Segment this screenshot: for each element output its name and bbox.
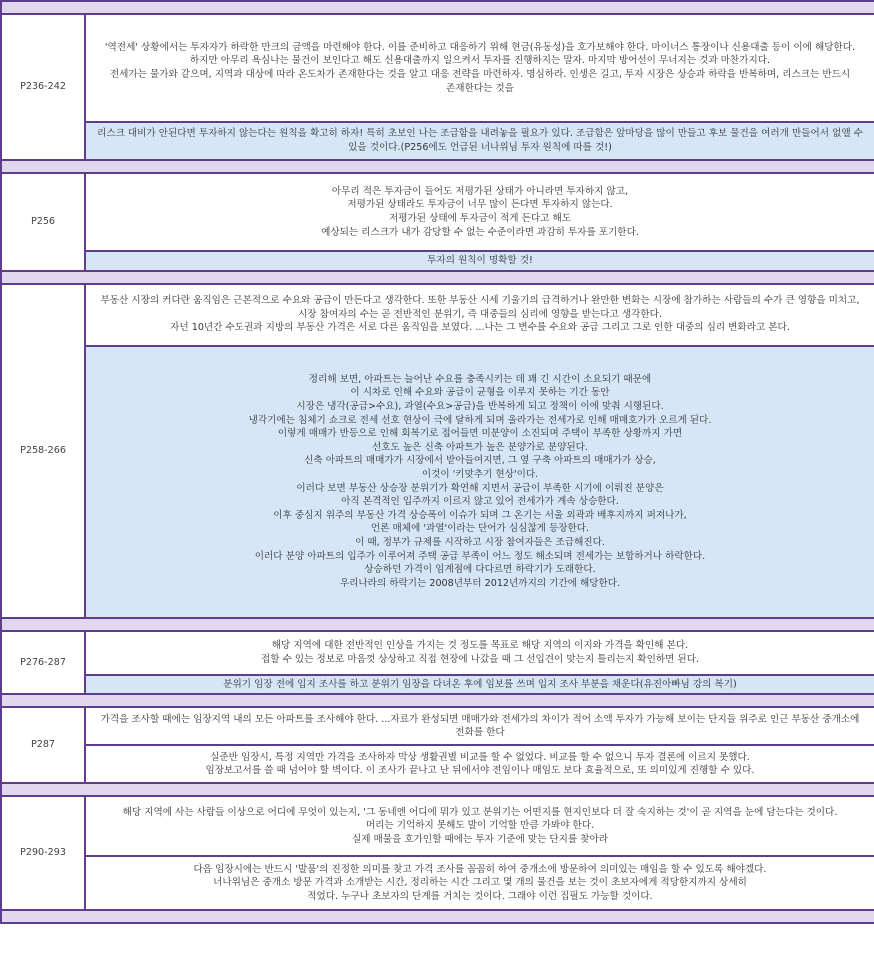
note-line: 이렇게 매매가 반등으로 인해 회복기로 접어들면 미분양이 소진되며 주택이 부족한 상황까지 가면 xyxy=(277,428,683,440)
quote-line: 전세가는 물가와 같으며, 지역과 대상에 따라 온도차가 존재한다는 것을 알고 대응 전략을 마련하자. 명심하라. 인생은 길고, 투자 시장은 상승과 하락을 반복하며, 리스크는 반드시 존재한다는 것을 xyxy=(109,69,851,94)
quote-line: 아무리 적은 투자금이 들어도 저평가된 상태가 아니라면 투자하지 않고, xyxy=(331,185,629,197)
note-line: 이후 중심지 위주의 부동산 가격 상승폭이 이슈가 되며 그 온기는 서울 외곽과 배후지까지 퍼져나가, xyxy=(273,509,687,521)
book-quote xyxy=(85,14,874,122)
section-row xyxy=(1,631,874,675)
note-line: 적었다. 누구나 초보자의 단계를 거치는 것이다. 그래야 이런 집필도 가능할 것이다. xyxy=(307,890,653,902)
personal-note xyxy=(85,745,874,783)
book-quote xyxy=(85,631,874,675)
page-reference: P258-266 xyxy=(1,284,85,618)
page-reference: P276-287 xyxy=(1,631,85,695)
note-line: 신축 아파트의 매매가가 시장에서 받아들여지면, 그 옆 구축 아파트의 매매가가 상승, xyxy=(304,455,656,467)
note-line: 분위기 임장 전에 입지 조사를 하고 분위기 임장을 다녀온 후에 임보를 쓰며 입지 조사 부분을 채운다(유진아빠님 강의 복기) xyxy=(223,678,737,690)
note-line: 선호도 높은 신축 아파트가 높은 분양가로 분양된다. xyxy=(372,441,588,453)
section-row xyxy=(1,173,874,251)
personal-note xyxy=(85,346,874,618)
section-note-row xyxy=(1,745,874,783)
section-separator xyxy=(1,618,874,631)
quote-line: 하지만 아무리 욕심나는 물건이 보인다고 해도 신용대출까지 일으켜서 투자를 진행하지는 말자. 마지막 방어선이 무너지는 것과 마찬가지다. xyxy=(189,55,771,67)
section-note-row xyxy=(1,122,874,160)
book-quote xyxy=(85,707,874,745)
note-line: 다음 임장시에는 반드시 '발품'의 진정한 의미를 찾고 가격 조사를 꼼꼼히 하여 중개소에 방문하여 의미있는 매임을 할 수 있도록 해야겠다. xyxy=(193,863,767,875)
note-line: 정리해 보면, 아파트는 늘어난 수요를 충족시키는 데 꽤 긴 시간이 소요되기 때문에 xyxy=(308,373,652,385)
note-line: 이러다 보면 부동산 상승장 분위기가 확연해 지면서 공급이 부족한 시기에 이뤄진 분양은 xyxy=(296,482,664,494)
note-line: 실준반 임장시, 특정 지역만 가격을 조사하자 막상 생활권별 비교를 할 수 없었다. 비교를 할 수 없으니 투자 결론에 이르지 못했다. xyxy=(210,751,750,763)
note-line: 너나위님은 중개소 방문 가격과 소개받는 시간, 정리하는 시간 그리고 몇 개의 물건을 보는 것이 초보자에게 적당한지까지 상세히 xyxy=(213,877,747,889)
note-line: 이러다 분양 아파트의 입주가 이루어져 주택 공급 부족이 어느 정도 해소되며 전세가는 보합하거나 하락한다. xyxy=(254,550,706,562)
section-row xyxy=(1,796,874,856)
quote-line: 실제 매물을 호가인할 때에는 투자 기준에 맞는 단지를 찾아라 xyxy=(351,833,609,845)
page-reference: P256 xyxy=(1,173,85,271)
note-line: 리스크 대비가 안된다면 투자하지 않는다는 원칙을 확고히 하자! 특히 초보인 나는 조급함을 내려놓을 필요가 있다. 조급함은 앞마당을 많이 만들고 후보 물건을 여러개 만들어서 없앨 수 있을 것이다.(P256에도 언급된 너나위님 투자 원칙에 따를 것!) xyxy=(97,128,863,153)
quote-line: 자넌 10년간 수도권과 지방의 부동산 가격은 서로 다른 움직임을 보였다. ...나는 그 변수를 수요와 공급 그리고 그로 인한 대중의 심리 변화라고 본다. xyxy=(170,322,790,334)
quote-line: '역전세' 상황에서는 투자자가 하락한 만크의 금액을 마련해야 한다. 이를 준비하고 대응하기 위해 현금(유동성)을 호가보해야 한다. 마이너스 통장이나 신용대출 등이 이에 해당한다. xyxy=(104,41,856,53)
page-reference: P290-293 xyxy=(1,796,85,910)
note-line: 냉각기에는 침체기 쇼크로 전세 선호 현상이 극에 달하게 되며 올라가는 전세가로 인해 매매호가가 오르게 된다. xyxy=(248,414,712,426)
note-line: 시장은 냉각(공급>수요), 과열(수요>공급)을 반복하게 되고 정책이 이에 맞춰 시행된다. xyxy=(296,401,664,413)
section-row xyxy=(1,284,874,346)
section-separator xyxy=(1,160,874,173)
section-separator xyxy=(1,694,874,707)
note-line: 아직 본격적인 입주까지 이르지 않고 있어 전세가가 계속 상승한다. xyxy=(341,496,619,508)
note-line: 언론 매체에 '과열'이라는 단어가 심심찮게 등장한다. xyxy=(370,523,590,535)
quote-line: 가격을 조사할 때에는 임장지역 내의 모든 아파트를 조사해야 한다. ...자료가 완성되면 매매가와 전세가의 차이가 적어 소액 투자가 가능해 보이는 단지들 위주로 인근 부동산 중개소에 전화를 한다 xyxy=(100,713,860,739)
section-note-row xyxy=(1,251,874,271)
section-note-row xyxy=(1,675,874,695)
section-separator xyxy=(1,1,874,14)
note-line: 이것이 '키맞추기 현상'이다. xyxy=(421,469,539,480)
section-separator xyxy=(1,783,874,796)
personal-note xyxy=(85,856,874,910)
quote-line: 머리는 기억하지 못해도 발이 기억할 만큼 가봐야 한다. xyxy=(365,820,595,832)
quote-line: 해당 지역에 사는 사람들 이상으로 어디에 무엇이 있는지, '그 동네엔 어디에 뭐가 있고 분위기는 어떤지를 현지인보다 더 잘 숙지하는 것'이 곧 지역을 눈에 담는다는 것이다. xyxy=(122,806,838,818)
section-row xyxy=(1,707,874,745)
personal-note xyxy=(85,122,874,160)
quote-line: 예상되는 리스크가 내가 감당할 수 없는 수준이라면 과감히 투자를 포기한다. xyxy=(321,226,639,238)
quote-line: 접할 수 있는 정보로 마음껏 상상하고 직접 현장에 나갔을 때 그 선입견이 맞는지 틀리는지 확인하면 된다. xyxy=(260,653,700,665)
page-reference: P287 xyxy=(1,707,85,783)
quote-line: 부동산 시장의 커다란 움직임은 근본적으로 수요와 공급이 만든다고 생각한다. 또한 부동산 시세 기울기의 급격하거나 완만한 변화는 시장에 참가하는 사람들의 수가 큰 영향을 미치고, 시장 참여자의 수는 곧 전반적인 분위기, 즉 대중들의 심리에 영향을 받는다고 생각한다. xyxy=(100,295,860,320)
section-note-row xyxy=(1,856,874,910)
section-note-row xyxy=(1,346,874,618)
note-line: 임장보고서를 쓸 때 넘어야 할 벽이다. 이 조사가 끝나고 난 뒤에서야 전임이나 매임도 보다 효율적으로, 또 의미있게 진행할 수 있다. xyxy=(205,765,755,777)
personal-note xyxy=(85,251,874,271)
note-line: 이 때, 정부가 규제를 시작하고 시장 참여자들은 조급해진다. xyxy=(355,536,605,548)
personal-note xyxy=(85,675,874,695)
section-separator xyxy=(1,910,874,923)
quote-line: 저평가된 상태에 투자금이 적게 든다고 해도 xyxy=(388,213,572,224)
book-quote xyxy=(85,796,874,856)
note-line: 상승하던 가격이 임계점에 다다르면 하락기가 도래한다. xyxy=(364,564,596,576)
section-separator xyxy=(1,271,874,284)
page-reference: P236-242 xyxy=(1,14,85,160)
book-quote xyxy=(85,173,874,251)
section-row xyxy=(1,14,874,122)
book-quote xyxy=(85,284,874,346)
note-line: 우리나라의 하락기는 2008년부터 2012년까지의 기간에 해당한다. xyxy=(339,577,621,589)
quote-line: 저평가된 상태라도 투자금이 너무 많이 든다면 투자하지 않는다. xyxy=(347,199,613,211)
note-line: 투자의 원칙이 명확할 것! xyxy=(427,255,533,266)
quote-line: 해당 지역에 대한 전반적인 인상을 가지는 것 정도를 목표로 해당 지역의 이지와 가격을 확인해 본다. xyxy=(271,640,689,651)
note-line: 이 시차로 인해 수요와 공급이 균형을 이루지 못하는 기간 동안 xyxy=(350,387,610,399)
